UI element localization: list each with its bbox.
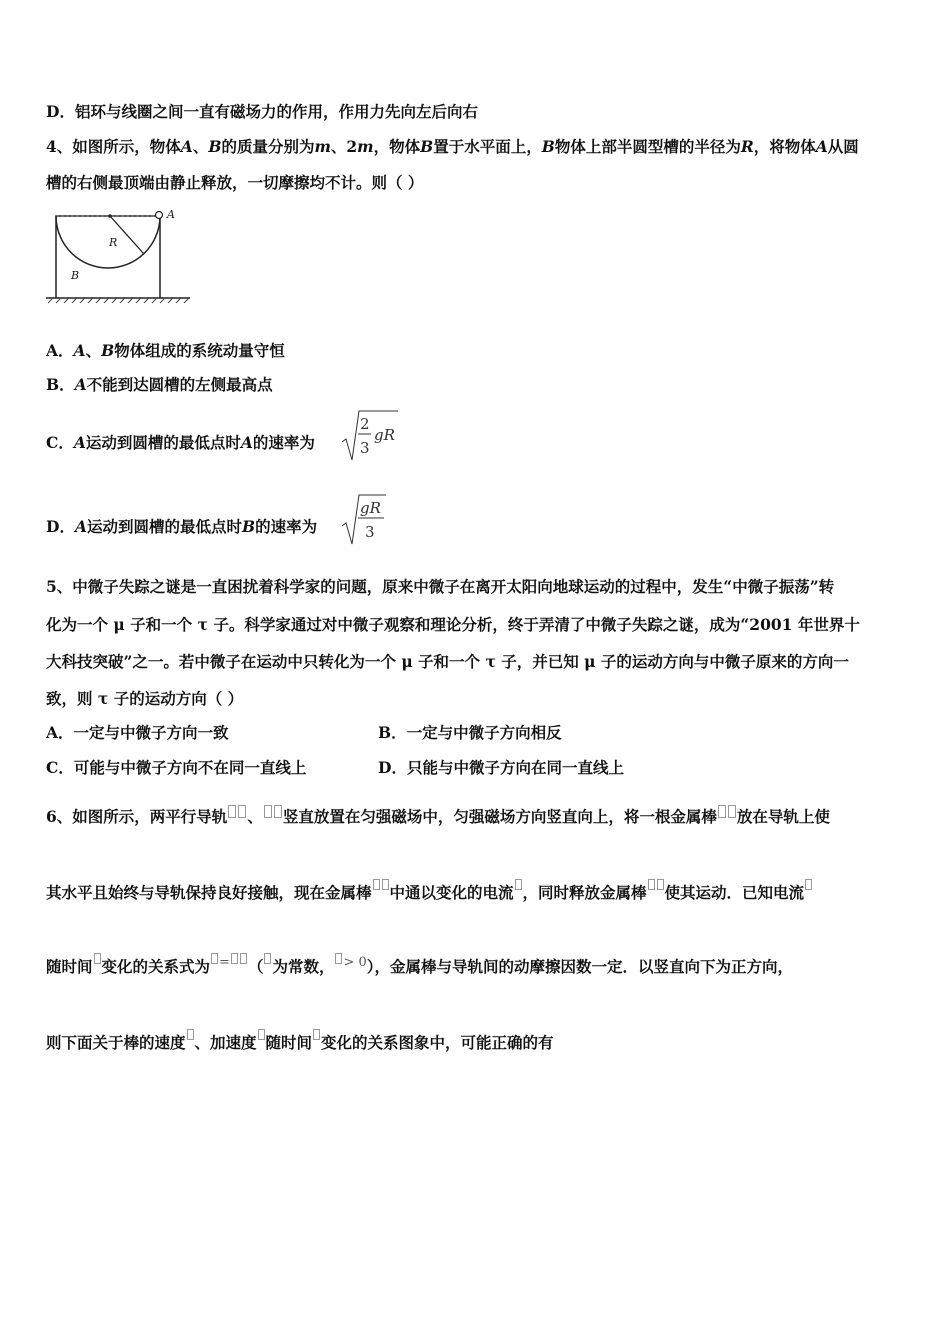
fraction-den: 3: [365, 523, 375, 541]
text: A．: [46, 341, 74, 360]
text: （: [247, 957, 264, 976]
text: 放在导轨上使: [736, 807, 830, 826]
var-a: A: [815, 137, 828, 156]
fraction-num: 2: [360, 415, 370, 433]
text: 从圆: [827, 137, 859, 156]
text: B．: [46, 375, 75, 394]
var-r: R: [740, 137, 754, 156]
text: 变化的关系图象中，可能正确的有: [321, 1033, 554, 1052]
text: 置于水平面上，: [433, 137, 542, 156]
text: 其水平且始终与导轨保持良好接触，现在金属棒: [46, 883, 372, 902]
q5-option-b: B．一定与中微子方向相反: [378, 723, 562, 742]
q4-option-d: [46, 517, 317, 537]
missing-glyph-icon: [515, 879, 522, 890]
q5-option-d: D．只能与中微子方向在同一直线上: [378, 758, 624, 777]
q4-figure: [40, 206, 210, 306]
missing-glyph-icon: [231, 953, 238, 964]
label-r: R: [109, 236, 118, 249]
missing-glyph-icon: [238, 805, 246, 818]
missing-glyph-icon: [718, 805, 726, 818]
q4-stem-line2: 槽的右侧最顶端由静止释放，一切摩擦均不计。则（ ）: [46, 173, 424, 192]
text: 不能到达圆槽的左侧最高点: [86, 375, 273, 394]
q4-stem-line1: [46, 137, 859, 157]
text: 、: [85, 341, 102, 360]
text: 4、如图所示，物体: [46, 137, 181, 156]
text: ，同时释放金属棒: [522, 883, 647, 902]
center-dot: [108, 214, 112, 218]
var-a: A: [74, 517, 87, 536]
var-b: B: [541, 137, 555, 156]
missing-glyph-icon: [240, 953, 247, 964]
text: 使其运动．已知电流: [664, 883, 805, 902]
missing-glyph-icon: [382, 879, 389, 890]
text: 、加速度: [194, 1033, 257, 1052]
missing-glyph-icon: [728, 805, 736, 818]
missing-glyph-icon: [264, 953, 271, 964]
text: C．: [46, 433, 74, 452]
missing-glyph-icon: [805, 879, 812, 890]
text: D．: [46, 517, 75, 536]
text: ），金属棒与导轨间的动摩擦因数一定．以竖直向下为正方向，: [366, 957, 794, 976]
text: 运动到圆槽的最低点时: [86, 517, 242, 536]
text: 物体组成的系统动量守恒: [114, 341, 285, 360]
text: 为常数，: [272, 957, 335, 976]
text: 的速率为: [255, 517, 318, 536]
q4-option-c: [46, 433, 315, 453]
text: 物体上部半圆型槽的半径为: [554, 137, 741, 156]
block-b-outline: [56, 216, 160, 298]
missing-glyph-icon: [335, 953, 342, 964]
missing-glyph-icon: [264, 805, 272, 818]
text: 的质量分别为: [221, 137, 315, 156]
text: 随时间: [265, 1033, 313, 1052]
object-a: [156, 212, 163, 219]
missing-glyph-icon: [648, 879, 655, 890]
q6-line3: [46, 953, 793, 977]
missing-glyph-icon: [187, 1029, 194, 1040]
q4-option-a: [46, 341, 285, 361]
fraction-num: gR: [360, 499, 381, 517]
text: 运动到圆槽的最低点时: [85, 433, 241, 452]
var-a: A: [74, 375, 87, 394]
text: 则下面关于棒的速度: [46, 1033, 186, 1052]
text: 的速率为: [252, 433, 315, 452]
q5-line4: 致，则 τ 子的运动方向（ ）: [46, 689, 244, 708]
q4-option-d-formula: [340, 492, 390, 548]
missing-glyph-icon: [228, 805, 236, 818]
var-a: A: [73, 433, 86, 452]
q6-line1: [46, 805, 830, 827]
var-b: B: [420, 137, 434, 156]
var-b: B: [208, 137, 222, 156]
missing-glyph-icon: [274, 805, 282, 818]
fraction-den: 3: [360, 439, 370, 457]
missing-glyph-icon: [657, 879, 664, 890]
var-a: A: [240, 433, 253, 452]
text: ，物体: [373, 137, 421, 156]
missing-glyph-icon: [313, 1029, 320, 1040]
greater-than-zero: > 0: [343, 955, 367, 970]
label-a: A: [167, 208, 175, 221]
q6-line4: [46, 1029, 554, 1053]
missing-glyph-icon: [373, 879, 380, 890]
text: 中通以变化的电流: [389, 883, 514, 902]
text: 随时间: [46, 957, 93, 976]
missing-glyph-icon: [94, 953, 101, 964]
missing-glyph-icon: [211, 953, 218, 964]
q4-option-b: [46, 375, 273, 395]
semicircle-groove: [56, 216, 160, 268]
q5-line1: 5、中微子失踪之谜是一直困扰着科学家的问题，原来中微子在离开太阳向地球运动的过程中，发生“中微子振荡”转: [46, 577, 835, 596]
var-b: B: [101, 341, 115, 360]
gr-term: gR: [374, 426, 395, 444]
q5-option-a: A．一定与中微子方向一致: [46, 723, 229, 742]
label-b: B: [71, 269, 80, 282]
text: 、: [192, 137, 209, 156]
var-a: A: [180, 137, 193, 156]
q5-option-c: C．可能与中微子方向不在同一直线上: [46, 758, 307, 777]
var-b: B: [242, 517, 256, 536]
q4-option-c-formula: [340, 408, 400, 464]
text: 、2: [330, 137, 358, 156]
var-m: m: [314, 137, 331, 156]
q3-option-d: D．铝环与线圈之间一直有磁场力的作用，作用力先向左后向右: [46, 102, 478, 121]
text: 变化的关系式为: [101, 957, 211, 976]
var-a: A: [73, 341, 86, 360]
text: 6、如图所示，两平行导轨: [46, 807, 228, 826]
q5-line2: 化为一个 μ 子和一个 τ 子。科学家通过对中微子观察和理论分析，终于弄清了中微子失踪之谜，成为“2001 年世界十: [46, 615, 860, 634]
text: 、: [247, 807, 263, 826]
missing-glyph-icon: [258, 1029, 265, 1040]
text: 竖直放置在匀强磁场中，匀强磁场方向竖直向上，将一根金属棒: [282, 807, 717, 826]
var-m: m: [357, 137, 374, 156]
q6-line2: [46, 879, 813, 903]
q5-line3: 大科技突破”之一。若中微子在运动中只转化为一个 μ 子和一个 τ 子，并已知 μ 子的运动方向与中微子原来的方向一: [46, 652, 849, 671]
text: ，将物体: [753, 137, 816, 156]
equals-sign: =: [219, 955, 230, 970]
